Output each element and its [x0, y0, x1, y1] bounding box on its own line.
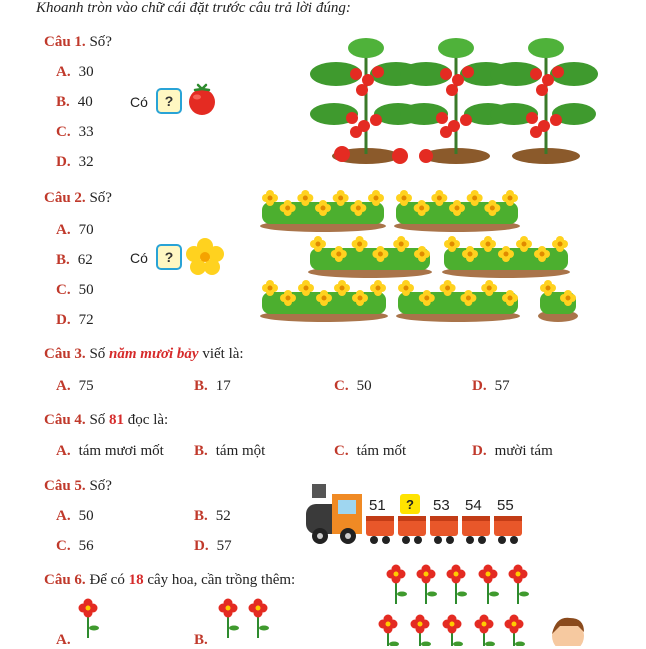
- red-flower: [475, 615, 496, 647]
- red-flower: [219, 599, 240, 639]
- red-flower: [509, 565, 530, 605]
- train-number-1: 51: [369, 497, 386, 514]
- q3-option-b[interactable]: B. 17: [194, 378, 231, 394]
- q2-question-box: ?: [156, 244, 182, 270]
- q5-option-a[interactable]: A. 50: [56, 508, 94, 524]
- red-flower: [249, 599, 270, 639]
- flower-bush: [308, 236, 432, 278]
- red-flower: [79, 599, 100, 639]
- q6-option-b[interactable]: B.: [194, 632, 208, 648]
- q3-option-d[interactable]: D. 57: [472, 378, 510, 394]
- red-flower: [479, 565, 500, 605]
- q1-option-a[interactable]: A. 30: [56, 64, 94, 80]
- q4-option-a[interactable]: A. tám mươi mốt: [56, 443, 164, 459]
- tomato-plant-2: [400, 38, 512, 164]
- yellow-flower-icon: [186, 238, 224, 276]
- question-3-number: Câu 3.: [44, 346, 86, 362]
- question-6-number: Câu 6.: [44, 572, 86, 588]
- flower-bush: [396, 280, 520, 322]
- red-flower: [379, 615, 400, 647]
- q2-option-b[interactable]: B. 62: [56, 252, 93, 268]
- tomato-plant-1: [310, 38, 422, 164]
- question-5-title: [44, 478, 112, 495]
- tomato-plants-image: [306, 34, 598, 168]
- question-1-number: Câu 1.: [44, 34, 86, 50]
- question-3-highlight: năm mươi bảy: [109, 346, 199, 362]
- q5-option-b[interactable]: B. 52: [194, 508, 231, 524]
- flower-bush: [260, 190, 386, 232]
- child-avatar: [552, 618, 584, 646]
- question-2-title: [44, 190, 112, 207]
- question-2-number: Câu 2.: [44, 190, 86, 206]
- tomato-icon: [186, 82, 218, 116]
- red-flower: [505, 615, 526, 647]
- question-6-highlight: 18: [128, 572, 144, 588]
- red-flower: [411, 615, 432, 647]
- train-chimney: [312, 484, 326, 498]
- flower-bushes-image: [256, 184, 582, 326]
- flower-bush: [442, 236, 570, 278]
- q1-option-b[interactable]: B. 40: [56, 94, 93, 110]
- q5-option-d[interactable]: D. 57: [194, 538, 232, 554]
- flower-bush: [394, 190, 520, 232]
- q5-option-c[interactable]: C. 56: [56, 538, 94, 554]
- train-number-5: 55: [497, 497, 514, 514]
- train-number-3: 53: [433, 497, 450, 514]
- flower-bush: [538, 280, 578, 322]
- question-2-text: Số?: [89, 190, 112, 206]
- question-1-title: [44, 34, 112, 51]
- q1-question-box: ?: [156, 88, 182, 114]
- question-5-text: Số?: [89, 478, 112, 494]
- question-6-title: Câu 6. Để có 18 cây hoa, cần trồng thêm:: [44, 572, 296, 588]
- question-4-highlight: 81: [109, 412, 125, 428]
- red-flowers-image: [0, 564, 646, 646]
- tomato-plant-3: [490, 38, 598, 164]
- q2-co-label: Có: [130, 250, 148, 266]
- q3-option-a[interactable]: A. 75: [56, 378, 94, 394]
- q1-co-label: Có: [130, 94, 148, 110]
- red-flower: [417, 565, 438, 605]
- q1-option-d[interactable]: D. 32: [56, 154, 94, 170]
- q2-option-d[interactable]: D. 72: [56, 312, 94, 328]
- q6-option-a[interactable]: A.: [56, 632, 71, 648]
- red-flower: [387, 565, 408, 605]
- red-flower: [447, 565, 468, 605]
- q4-option-b[interactable]: B. tám một: [194, 443, 266, 459]
- train-missing-number: ?: [400, 494, 420, 514]
- q3-option-c[interactable]: C. 50: [334, 378, 372, 394]
- question-4-title: Câu 4. Số 81 đọc là:: [44, 412, 169, 428]
- question-3-title: Câu 3. Số năm mươi bảy viết là:: [44, 346, 244, 362]
- question-1-text: Số?: [89, 34, 112, 50]
- red-flower: [443, 615, 464, 647]
- q4-option-c[interactable]: C. tám mốt: [334, 443, 407, 459]
- q2-option-c[interactable]: C. 50: [56, 282, 94, 298]
- instruction-text: Khoanh tròn vào chữ cái đặt trước câu trả lời đúng:: [36, 0, 351, 16]
- train-number-4: 54: [465, 497, 482, 514]
- q4-option-d[interactable]: D. mười tám: [472, 443, 553, 459]
- question-5-number: Câu 5.: [44, 478, 86, 494]
- question-4-number: Câu 4.: [44, 412, 86, 428]
- q2-option-a[interactable]: A. 70: [56, 222, 94, 238]
- flower-bush: [260, 280, 388, 322]
- q1-option-c[interactable]: C. 33: [56, 124, 94, 140]
